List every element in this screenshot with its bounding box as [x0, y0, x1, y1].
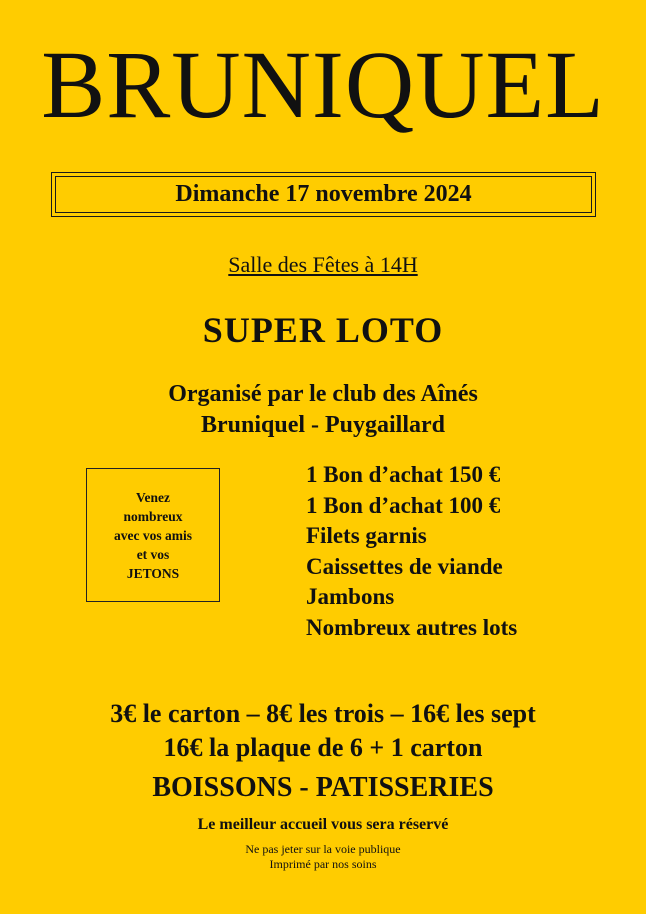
- prize-item: Nombreux autres lots: [306, 614, 518, 640]
- footer-notes: [0, 842, 646, 872]
- venue-time: Salle des Fêtes à 14H: [228, 252, 418, 277]
- footer-line: Imprimé par nos soins: [269, 857, 377, 871]
- invitation-line: Venez: [136, 489, 170, 505]
- pricing: [0, 697, 646, 765]
- event-date: Dimanche 17 novembre 2024: [175, 181, 472, 207]
- organizer-line: Organisé par le club des Aînés: [168, 381, 478, 407]
- invitation-line: nombreux: [123, 508, 183, 524]
- organizer: [0, 379, 646, 441]
- poster-title: BRUNIQUEL: [41, 31, 605, 138]
- welcome-note: Le meilleur accueil vous sera réservé: [197, 816, 449, 833]
- date-box: [51, 172, 596, 217]
- organizer-line: Bruniquel - Puygaillard: [200, 412, 446, 438]
- pricing-line: 16€ la plaque de 6 + 1 carton: [163, 733, 483, 762]
- prize-item: 1 Bon d’achat 100 €: [306, 492, 501, 518]
- event-name: SUPER LOTO: [202, 310, 444, 350]
- invitation-line: JETONS: [126, 565, 180, 581]
- footer-line: Ne pas jeter sur la voie publique: [245, 842, 401, 856]
- prize-item: 1 Bon d’achat 150 €: [306, 462, 501, 487]
- invitation-line: et vos: [136, 546, 170, 562]
- refreshments: BOISSONS - PATISSERIES: [152, 772, 494, 803]
- prize-item: Caissettes de viande: [306, 553, 503, 579]
- prize-item: Jambons: [306, 584, 395, 609]
- prize-item: Filets garnis: [306, 523, 427, 548]
- invitation-line: avec vos amis: [114, 527, 192, 543]
- pricing-line: 3€ le carton – 8€ les trois – 16€ les sept: [110, 699, 536, 728]
- prize-list: [306, 460, 517, 643]
- invitation-box: [86, 468, 220, 602]
